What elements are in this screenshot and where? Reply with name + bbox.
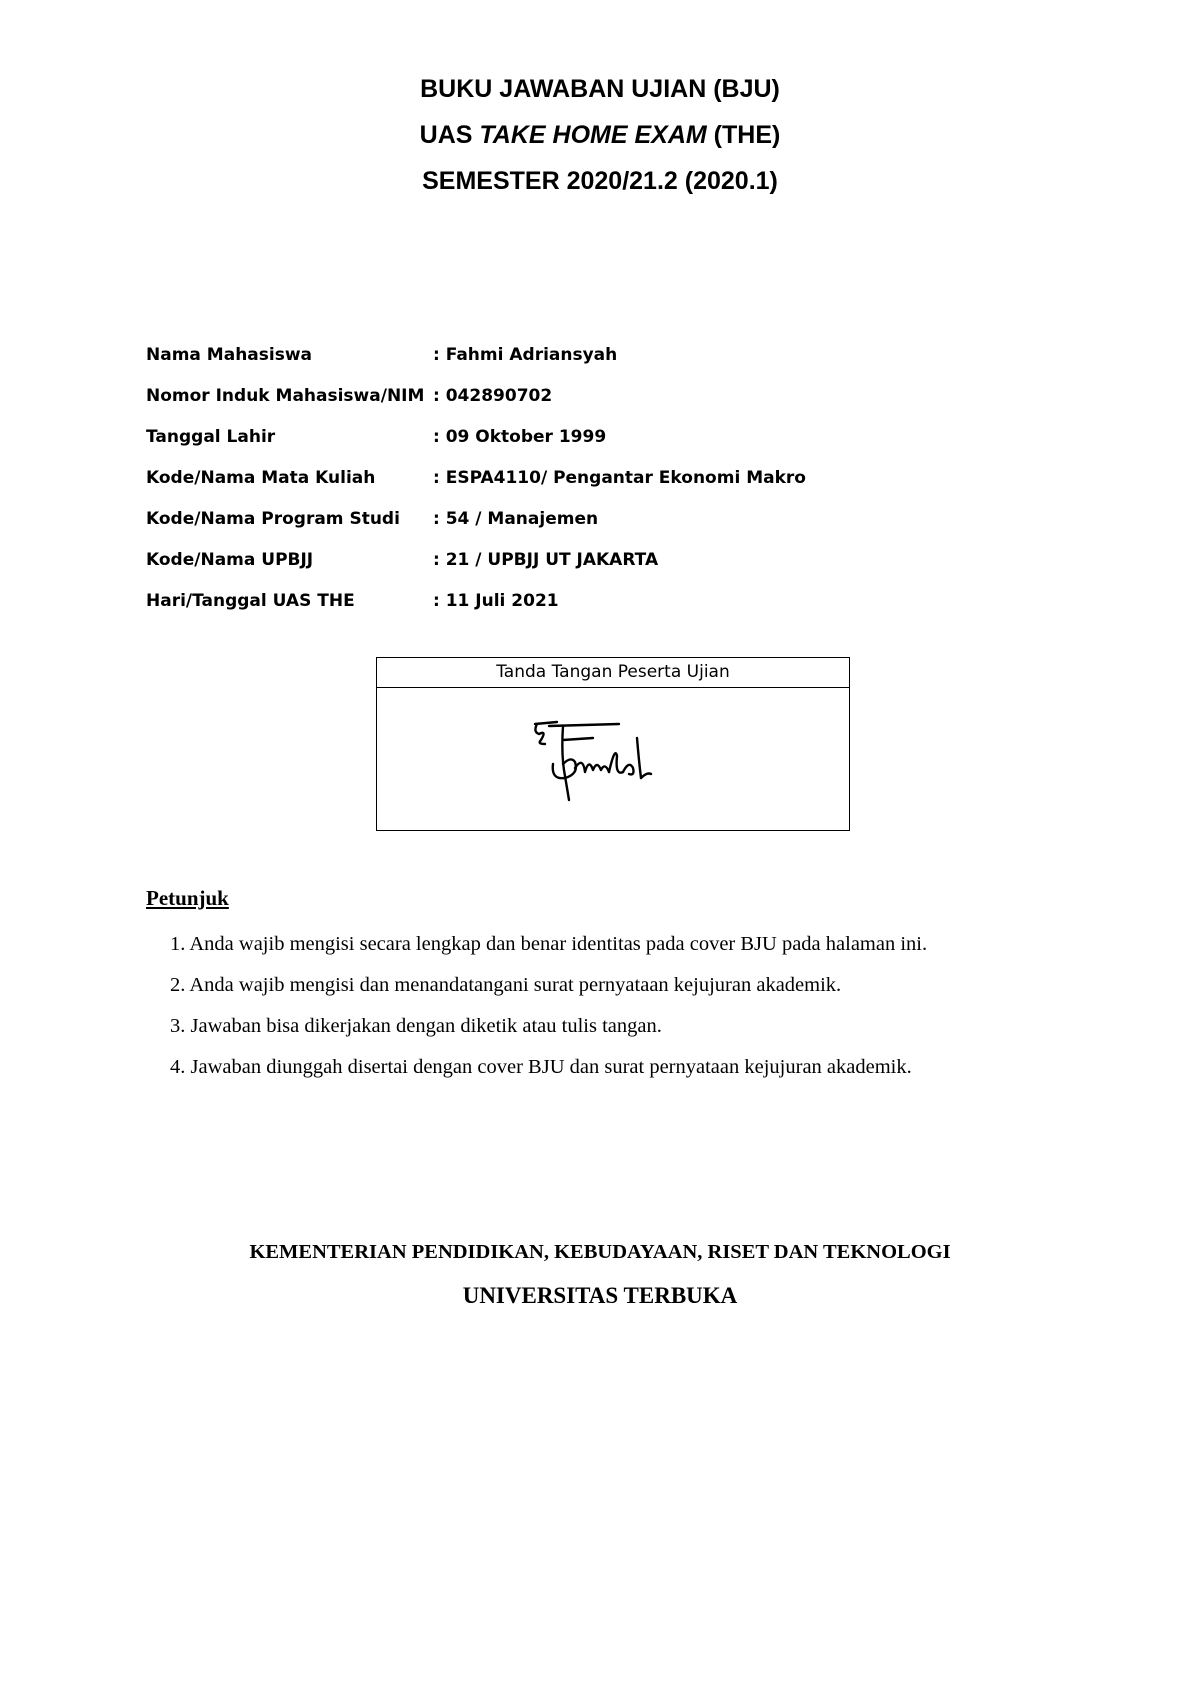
info-row-birthdate xyxy=(146,416,806,457)
student-info xyxy=(146,334,806,621)
list-item: 2. Anda wajib mengisi dan menandatangani surat pernyataan kejujuran akademik. xyxy=(170,974,842,996)
info-value: : 11 Juli 2021 xyxy=(433,590,559,611)
title-line-3: SEMESTER 2020/21.2 (2020.1) xyxy=(422,167,778,195)
signature-area xyxy=(377,688,849,831)
title-line-2-prefix: UAS xyxy=(419,121,480,149)
info-row-nim xyxy=(146,375,806,416)
info-label: Nama Mahasiswa xyxy=(146,344,313,365)
instructions-list xyxy=(170,924,927,1088)
info-row-exam-date xyxy=(146,580,806,621)
info-row-upbjj xyxy=(146,539,806,580)
title-line-2-italic: TAKE HOME EXAM xyxy=(479,121,707,149)
info-label: Kode/Nama Mata Kuliah xyxy=(146,467,376,488)
info-row-course xyxy=(146,457,806,498)
info-label: Tanggal Lahir xyxy=(146,426,276,447)
info-value: : 54 / Manajemen xyxy=(433,508,599,529)
document-footer xyxy=(0,1230,1200,1318)
ministry-name: KEMENTERIAN PENDIDIKAN, KEBUDAYAAN, RISET DAN TEKNOLOGI xyxy=(249,1241,951,1263)
signature-box xyxy=(376,657,850,831)
handwritten-signature xyxy=(523,716,663,806)
info-row-name xyxy=(146,334,806,375)
document-header xyxy=(0,66,1200,204)
info-value: : 042890702 xyxy=(433,385,553,406)
info-label: Kode/Nama Program Studi xyxy=(146,508,400,529)
title-line-2 xyxy=(0,112,1200,158)
info-label: Kode/Nama UPBJJ xyxy=(146,549,314,570)
info-label: Hari/Tanggal UAS THE xyxy=(146,590,355,611)
info-value: : 09 Oktober 1999 xyxy=(433,426,607,447)
info-row-program xyxy=(146,498,806,539)
title-line-2-suffix: (THE) xyxy=(706,121,781,149)
signature-heading: Tanda Tangan Peserta Ujian xyxy=(377,658,849,688)
title-line-1: BUKU JAWABAN UJIAN (BJU) xyxy=(420,75,780,103)
info-value: : Fahmi Adriansyah xyxy=(433,344,618,365)
info-label: Nomor Induk Mahasiswa/NIM xyxy=(146,385,425,406)
university-name: UNIVERSITAS TERBUKA xyxy=(462,1283,738,1308)
info-value: : 21 / UPBJJ UT JAKARTA xyxy=(433,549,659,570)
list-item: 4. Jawaban diunggah disertai dengan cover BJU dan surat pernyataan kejujuran akademik. xyxy=(170,1056,912,1078)
list-item: 1. Anda wajib mengisi secara lengkap dan benar identitas pada cover BJU pada halaman ini. xyxy=(170,933,928,955)
info-value: : ESPA4110/ Pengantar Ekonomi Makro xyxy=(433,467,806,488)
list-item: 3. Jawaban bisa dikerjakan dengan diketik atau tulis tangan. xyxy=(170,1015,662,1037)
instructions-heading: Petunjuk xyxy=(146,886,229,910)
